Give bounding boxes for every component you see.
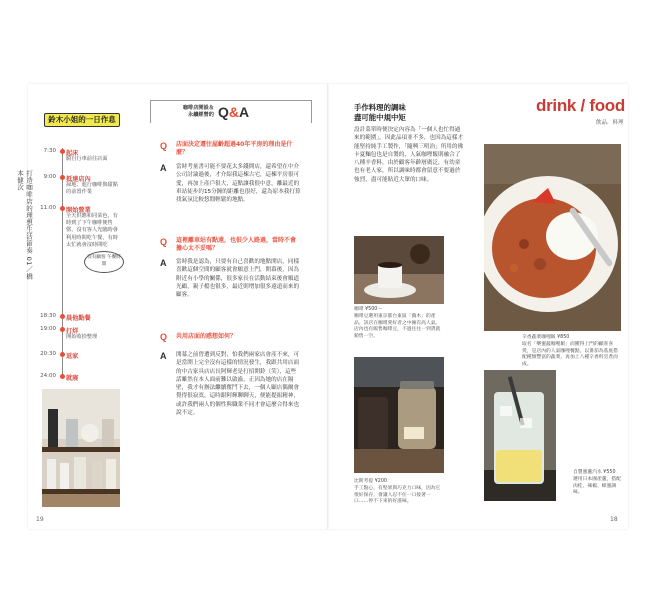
section-title xyxy=(354,103,464,122)
bubble-text: 沒有顧客 午餐時間 xyxy=(87,255,121,267)
q3-text: 共用店面的感想如何？ xyxy=(176,333,237,340)
timeline-time: 20:30 xyxy=(40,351,56,357)
book-gutter xyxy=(327,84,329,529)
right-page-number: 18 xyxy=(610,516,618,523)
q3-letter: Q xyxy=(160,332,168,342)
timeline-event-desc: 掃地、進行咖啡與甜點的前置作業 xyxy=(66,182,118,196)
timeline-dot xyxy=(60,206,65,211)
q1-text: 店面決定遷往屋齡超過40年平房的理由是什麼？ xyxy=(176,141,293,156)
timeline-dot xyxy=(60,352,65,357)
soda-photo xyxy=(484,370,556,501)
coffee-image xyxy=(354,236,444,304)
coffee-photo xyxy=(354,236,444,304)
timeline-event-title: 就寢 xyxy=(66,375,79,382)
timeline-event-title: 打烊 xyxy=(66,328,79,335)
timeline-time: 24:00 xyxy=(40,373,56,379)
timeline-time: 11:00 xyxy=(40,205,56,211)
timeline-dot xyxy=(60,149,65,154)
q2-letter: Q xyxy=(160,237,168,247)
timeline-time: 18:30 xyxy=(40,313,56,319)
soda-image xyxy=(484,370,556,501)
qa-logo-amp: & xyxy=(228,104,240,120)
cookies-caption: 比斯考提 ¥200 手工點心，有堅果與巧克力口味，因為它很好保存，會讓人忍不住一口接著一口……停不下來的好滋味。 xyxy=(354,479,441,505)
cookies-photo xyxy=(354,357,444,473)
timeline-event-desc: 開始收拾整理 xyxy=(66,334,98,340)
qa-logo-q: Q xyxy=(218,104,229,120)
section-title-line2: 盡可能中規中矩 xyxy=(354,112,406,122)
timeline-time: 7:30 xyxy=(43,148,56,154)
timeline-event-desc: 全天供應和同菜色，有時到了下午咖啡便售罄，沒有客人光臨時會利用時間吃午餐，有時太忙就會沒時間吃 xyxy=(66,213,118,248)
timeline-line xyxy=(62,148,63,378)
curry-image xyxy=(484,144,621,331)
timeline-event-title: 返家 xyxy=(66,353,79,360)
a2-letter: A xyxy=(160,258,167,268)
timeline-event-desc: 騎自行車前往店面 xyxy=(66,156,108,162)
vertical-side-title: 打造咖啡店的理想生活節奏 01／橋本健次 xyxy=(16,170,33,280)
curry-caption: 辛香蔬菜咖哩飯 ¥850 取名「樂蜜蔬咖哩飯」而獲得上門的顧客喜愛，是店內的人氣咖哩餐點，以番茄為基底搭配種類豐富的蔬菜，再加上八種辛香料烹煮而成。 xyxy=(522,335,618,368)
timeline-dot xyxy=(60,314,65,319)
timeline-dot xyxy=(60,374,65,379)
soda-caption: 自製蜜蘆汽水 ¥550 選用日本國產蘆，搭配肉桂、辣椒、蜂蜜調味。 xyxy=(573,470,621,496)
timeline-event-title: 抵達店內 xyxy=(66,176,91,183)
qa-header-line1: 咖啡店開設＆ xyxy=(182,105,214,111)
a3-letter: A xyxy=(160,351,167,361)
qa-header-line2: 永續經營的 xyxy=(188,112,214,118)
coffee-shelf-photo xyxy=(42,389,120,507)
qa-header-frame xyxy=(150,100,312,123)
timeline-event-title: 起床 xyxy=(66,150,79,157)
coffee-shelf-image xyxy=(42,389,120,507)
a2-text: 當時我是認為，只要有自己喜歡的地點開店，同樣喜歡這個空間的顧客就會願意上門，開幕後，因為附近有小學的關係，很多家長在活動結束後會順道光顧，親子檔也很多，最近則增加很多遠道而來的顧客。 xyxy=(176,259,300,299)
section-title-line1: 手作料理的調味 xyxy=(354,103,406,112)
timeline-time: 19:00 xyxy=(40,326,56,332)
q2-text: 這裡離車站有點遠，也很少人路過，當時不會擔心太不妥嗎？ xyxy=(176,237,297,252)
left-page-number: 19 xyxy=(36,516,44,523)
timeline-event-title: 開始營業 xyxy=(66,207,91,214)
a1-text: 當時考量書可能不要花太多錢開店，還希望在中介公司討論過後，才介紹我這棟古宅，這棟平房很可愛，再加上產戶很大，這點讓我很中意，離最近的車站徒步約15分鐘的距離也很好，還為原本我打算找氣氛比較悠閒輕鬆的地點。 xyxy=(176,164,301,204)
cookies-image xyxy=(354,357,444,473)
a3-text: 開幕之前曾遭到反對，怕我們兩家店會產不來，可是當開上完全沒有這樣的情況發生，我跟共用店面的中古家具店店長阿輝老是打招開鈴（笑），這些話雖然在本人面前難以啟齒，正因為她的店在隔壁，我才有辦法繼續奮鬥下去，一個人顧店偶爾會覺得很寂寞，這時跟阿輝聊聊天，便能提振精神，或許我們兩人的個性與職業不同才會這麼合得來也說不定。 xyxy=(176,352,300,417)
timeline-dot xyxy=(60,175,65,180)
timeline-title: 鈴木小姐的一日作息 xyxy=(44,113,120,127)
timeline-event-title: 晨他點餐 xyxy=(66,315,91,322)
q1-letter: Q xyxy=(160,141,168,151)
timeline-dot xyxy=(60,327,65,332)
a1-letter: A xyxy=(160,163,167,173)
speech-bubble xyxy=(84,251,124,273)
curry-photo xyxy=(484,144,621,331)
coffee-caption: 咖啡 ¥500～ 咖啡豆選用東京都台東區「蕪木」的產品，該店在咖啡愛好者之中擁有高人氣。店內也有販售咖啡豆，不過往往一到貨就銷售一空。 xyxy=(354,307,441,340)
drink-food-title: drink / food xyxy=(536,96,625,115)
qa-logo-a: A xyxy=(239,104,250,120)
section-body: 設計菜單時便決定內容為「一個人也忙得過來的範圍」，因此品項並不多，也因為這樣才能堅持純手工製作，「隨興三明治」所用的佛卡夏麵包也是自製的，人氣咖哩飯則融合了八種辛香料，由於顧客年齡層廣泛，有幼童也有老人家，所以調味時都會留意不要過於強烈，盡可能貼近大眾的口味。 xyxy=(354,127,464,183)
drink-food-subtitle: 飲品．料理 xyxy=(596,120,624,126)
timeline-time: 9:00 xyxy=(43,174,56,180)
